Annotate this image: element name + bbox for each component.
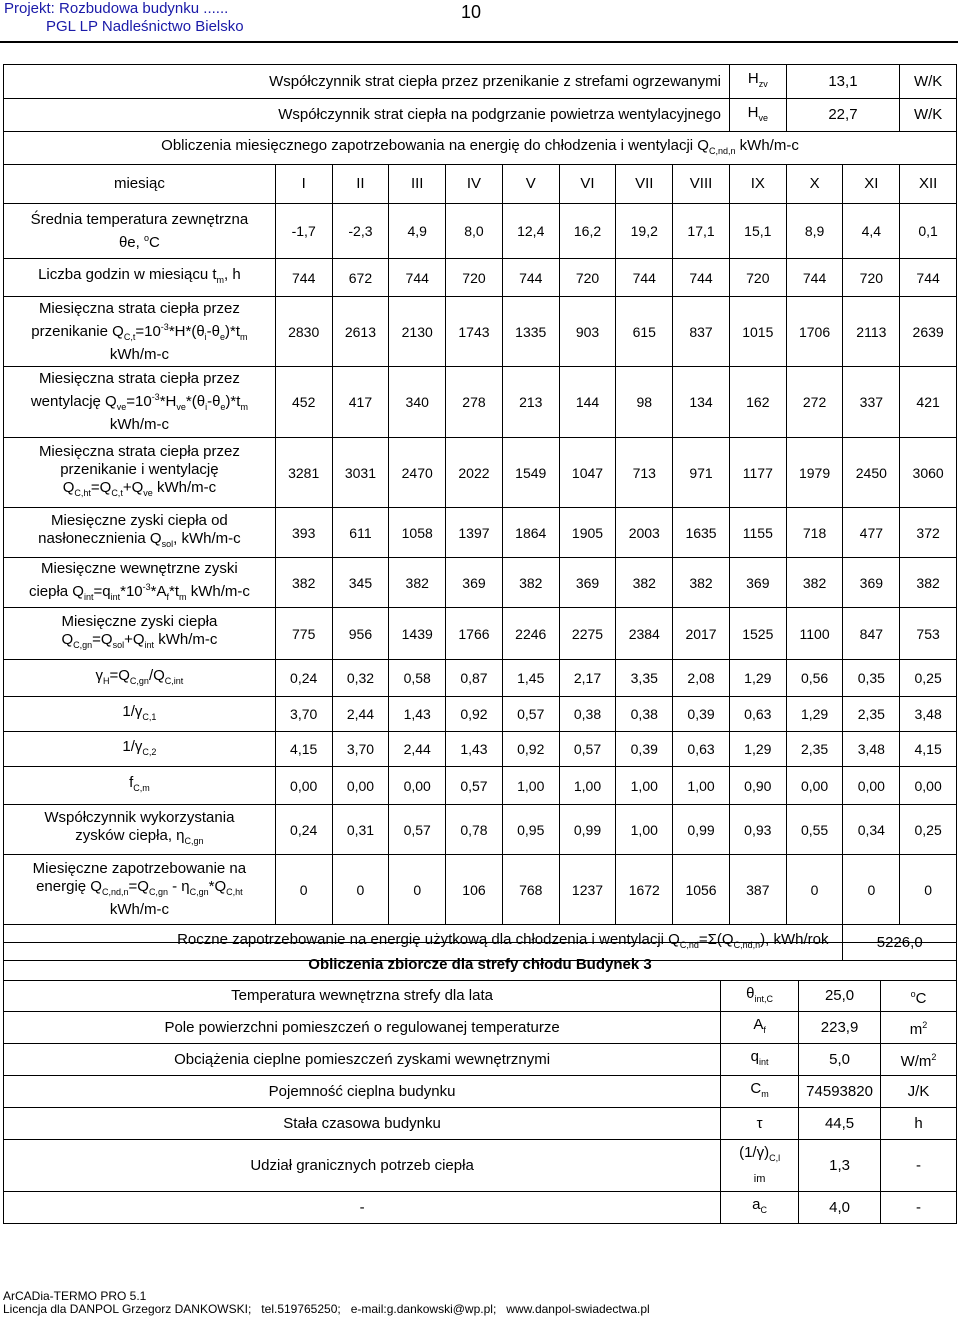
value-cell: 16,2 bbox=[559, 204, 616, 259]
data-row bbox=[4, 508, 957, 558]
summary-row bbox=[4, 1076, 957, 1108]
value-cell: 1397 bbox=[446, 508, 503, 558]
value-cell: 272 bbox=[786, 367, 843, 438]
month-cell: VII bbox=[616, 165, 673, 204]
value-cell: 0,38 bbox=[559, 697, 616, 732]
value-cell: 1,29 bbox=[729, 732, 786, 767]
coeff-symbol: $H_{zv}$ bbox=[729, 65, 786, 99]
value-cell: 2,17 bbox=[559, 660, 616, 697]
summary-unit: $^o$C bbox=[881, 981, 957, 1012]
value-cell: -1,7 bbox=[275, 204, 332, 259]
value-cell: 744 bbox=[786, 259, 843, 297]
value-cell: 12,4 bbox=[502, 204, 559, 259]
month-cell: I bbox=[275, 165, 332, 204]
value-cell: 278 bbox=[446, 367, 503, 438]
value-cell: 1672 bbox=[616, 855, 673, 925]
data-row bbox=[4, 297, 957, 367]
value-cell: 0,00 bbox=[389, 767, 446, 805]
summary-title-row bbox=[4, 943, 957, 981]
value-cell: 1056 bbox=[673, 855, 730, 925]
value-cell: 0,63 bbox=[673, 732, 730, 767]
data-row bbox=[4, 805, 957, 855]
value-cell: 1,00 bbox=[673, 767, 730, 805]
value-cell: 340 bbox=[389, 367, 446, 438]
annual-value: 5226,0 bbox=[843, 925, 957, 961]
row-label: Miesięczne zyski ciepła $Q_{C,gn}=Q_{sol}+Q_{int}$ kWh/m-c bbox=[4, 608, 276, 660]
annual-label: Roczne zapotrzebowanie na energię użytkową dla chłodzenia i wentylacji $Q_{C,nd}=\Sigma(Q_{C,nd,n})$, kWh/rok bbox=[4, 925, 843, 961]
value-cell: 720 bbox=[729, 259, 786, 297]
value-cell: 4,15 bbox=[275, 732, 332, 767]
month-cell: XII bbox=[900, 165, 957, 204]
value-cell: 720 bbox=[843, 259, 900, 297]
value-cell: 0 bbox=[786, 855, 843, 925]
value-cell: 1979 bbox=[786, 438, 843, 508]
value-cell: 0,35 bbox=[843, 660, 900, 697]
value-cell: 718 bbox=[786, 508, 843, 558]
value-cell: 0,38 bbox=[616, 697, 673, 732]
summary-value: 74593820 bbox=[799, 1076, 881, 1108]
summary-unit: - bbox=[881, 1192, 957, 1224]
value-cell: 337 bbox=[843, 367, 900, 438]
month-cell: IV bbox=[446, 165, 503, 204]
data-row bbox=[4, 767, 957, 805]
value-cell: 0,57 bbox=[389, 805, 446, 855]
value-cell: 1015 bbox=[729, 297, 786, 367]
value-cell: 0,57 bbox=[446, 767, 503, 805]
header-divider bbox=[0, 41, 958, 43]
value-cell: 8,9 bbox=[786, 204, 843, 259]
value-cell: 720 bbox=[559, 259, 616, 297]
value-cell: 8,0 bbox=[446, 204, 503, 259]
value-cell: 0,63 bbox=[729, 697, 786, 732]
value-cell: 1100 bbox=[786, 608, 843, 660]
value-cell: 615 bbox=[616, 297, 673, 367]
data-row bbox=[4, 732, 957, 767]
value-cell: 3,70 bbox=[332, 732, 389, 767]
value-cell: 393 bbox=[275, 508, 332, 558]
summary-label: Pole powierzchni pomieszczeń o regulowanej temperaturze bbox=[4, 1012, 721, 1044]
data-row bbox=[4, 697, 957, 732]
value-cell: 382 bbox=[786, 558, 843, 608]
value-cell: 162 bbox=[729, 367, 786, 438]
value-cell: 2,35 bbox=[843, 697, 900, 732]
value-cell: 3,48 bbox=[900, 697, 957, 732]
value-cell: 369 bbox=[729, 558, 786, 608]
value-cell: 0,87 bbox=[446, 660, 503, 697]
value-cell: 106 bbox=[446, 855, 503, 925]
footer-license: Licencja dla DANPOL Grzegorz DANKOWSKI; tel.519765250; e-mail:g.dankowski@wp.pl; www.danpol-swiadectwa.pl bbox=[3, 1302, 650, 1316]
value-cell: 1,45 bbox=[502, 660, 559, 697]
value-cell: 2275 bbox=[559, 608, 616, 660]
value-cell: 0,25 bbox=[900, 805, 957, 855]
row-label: Miesięczna strata ciepła przez przenikanie $Q_{C,t}=10^{-3}*H*(\theta_i-\theta_e)*t_m$ kWh/m-c bbox=[4, 297, 276, 367]
value-cell: 847 bbox=[843, 608, 900, 660]
value-cell: 0 bbox=[275, 855, 332, 925]
value-cell: 1864 bbox=[502, 508, 559, 558]
value-cell: 0,00 bbox=[843, 767, 900, 805]
summary-row bbox=[4, 1012, 957, 1044]
summary-value: 223,9 bbox=[799, 1012, 881, 1044]
value-cell: 0,93 bbox=[729, 805, 786, 855]
value-cell: 0,57 bbox=[502, 697, 559, 732]
data-row bbox=[4, 367, 957, 438]
value-cell: 2470 bbox=[389, 438, 446, 508]
row-label: Miesięczne wewnętrzne zyski ciepła $Q_{int}=q_{int}*10^{-3}*A_f*t_m$ kWh/m-c bbox=[4, 558, 276, 608]
value-cell: 2639 bbox=[900, 297, 957, 367]
summary-label: Pojemność cieplna budynku bbox=[4, 1076, 721, 1108]
row-label: $f_{C,m}$ bbox=[4, 767, 276, 805]
cooling-demand-table bbox=[3, 64, 957, 961]
data-row bbox=[4, 438, 957, 508]
row-label: Współczynnik wykorzystania zysków ciepła, $\eta_{C,gn}$ bbox=[4, 805, 276, 855]
value-cell: 768 bbox=[502, 855, 559, 925]
value-cell: 98 bbox=[616, 367, 673, 438]
summary-unit: - bbox=[881, 1140, 957, 1192]
value-cell: 744 bbox=[275, 259, 332, 297]
value-cell: 2830 bbox=[275, 297, 332, 367]
summary-symbol: $\theta_{int,C}$ bbox=[721, 981, 799, 1012]
value-cell: 0,24 bbox=[275, 805, 332, 855]
summary-value: 4,0 bbox=[799, 1192, 881, 1224]
value-cell: 2613 bbox=[332, 297, 389, 367]
value-cell: 0,34 bbox=[843, 805, 900, 855]
summary-label: Stała czasowa budynku bbox=[4, 1108, 721, 1140]
value-cell: 0,92 bbox=[446, 697, 503, 732]
summary-row bbox=[4, 1192, 957, 1224]
value-cell: 1,29 bbox=[786, 697, 843, 732]
summary-table bbox=[3, 942, 957, 1224]
summary-symbol: $q_{int}$ bbox=[721, 1044, 799, 1076]
value-cell: 1237 bbox=[559, 855, 616, 925]
row-label: Miesięczna strata ciepła przez przenikanie i wentylację $Q_{C,ht}=Q_{C,t}+Q_{ve}$ kWh/m-c bbox=[4, 438, 276, 508]
summary-row bbox=[4, 1140, 957, 1192]
value-cell: 0,58 bbox=[389, 660, 446, 697]
value-cell: 0,00 bbox=[332, 767, 389, 805]
summary-unit: $W/m^2$ bbox=[881, 1044, 957, 1076]
summary-value: 1,3 bbox=[799, 1140, 881, 1192]
value-cell: 2130 bbox=[389, 297, 446, 367]
summary-symbol: $a_C$ bbox=[721, 1192, 799, 1224]
value-cell: 2113 bbox=[843, 297, 900, 367]
row-label: $1/\gamma_{C,1}$ bbox=[4, 697, 276, 732]
value-cell: 144 bbox=[559, 367, 616, 438]
value-cell: 1706 bbox=[786, 297, 843, 367]
value-cell: 1525 bbox=[729, 608, 786, 660]
value-cell: 1743 bbox=[446, 297, 503, 367]
value-cell: 2,44 bbox=[389, 732, 446, 767]
month-cell: II bbox=[332, 165, 389, 204]
value-cell: 4,9 bbox=[389, 204, 446, 259]
value-cell: 2,35 bbox=[786, 732, 843, 767]
value-cell: 1439 bbox=[389, 608, 446, 660]
value-cell: 0,1 bbox=[900, 204, 957, 259]
row-label: Liczba godzin w miesiącu $t_m$, h bbox=[4, 259, 276, 297]
project-title: Projekt: Rozbudowa budynku ...... bbox=[4, 0, 229, 17]
row-label: Miesięczne zapotrzebowanie na energię $Q_{C,nd,n}=Q_{C,gn} - \eta_{C,gn}*Q_{C,ht}$ kWh/m-c bbox=[4, 855, 276, 925]
summary-value: 44,5 bbox=[799, 1108, 881, 1140]
value-cell: 744 bbox=[673, 259, 730, 297]
value-cell: 421 bbox=[900, 367, 957, 438]
coeff-label: Współczynnik strat ciepła przez przenikanie z strefami ogrzewanymi bbox=[4, 65, 730, 99]
summary-unit: h bbox=[881, 1108, 957, 1140]
row-label: $1/\gamma_{C,2}$ bbox=[4, 732, 276, 767]
row-label: Miesięczne zyski ciepła od nasłonecznienia $Q_{sol}$, kWh/m-c bbox=[4, 508, 276, 558]
summary-label: Temperatura wewnętrzna strefy dla lata bbox=[4, 981, 721, 1012]
value-cell: 2003 bbox=[616, 508, 673, 558]
value-cell: 382 bbox=[900, 558, 957, 608]
summary-title: Obliczenia zbiorcze dla strefy chłodu Budynek 3 bbox=[4, 943, 957, 981]
months-row bbox=[4, 165, 957, 204]
value-cell: 720 bbox=[446, 259, 503, 297]
summary-value: 5,0 bbox=[799, 1044, 881, 1076]
row-label: Miesięczna strata ciepła przez wentylację $Q_{ve}=10^{-3}*H_{ve}*(\theta_i-\theta_e)*t_m$ kWh/m-c bbox=[4, 367, 276, 438]
value-cell: 3031 bbox=[332, 438, 389, 508]
coeff-value: 13,1 bbox=[786, 65, 900, 99]
value-cell: 0,00 bbox=[275, 767, 332, 805]
data-row bbox=[4, 558, 957, 608]
value-cell: 477 bbox=[843, 508, 900, 558]
value-cell: 744 bbox=[502, 259, 559, 297]
value-cell: 382 bbox=[673, 558, 730, 608]
summary-unit: $m^2$ bbox=[881, 1012, 957, 1044]
value-cell: 0,99 bbox=[673, 805, 730, 855]
value-cell: 1177 bbox=[729, 438, 786, 508]
value-cell: 0 bbox=[900, 855, 957, 925]
summary-symbol: $A_f$ bbox=[721, 1012, 799, 1044]
value-cell: 1905 bbox=[559, 508, 616, 558]
value-cell: 1,00 bbox=[559, 767, 616, 805]
value-cell: 775 bbox=[275, 608, 332, 660]
value-cell: 744 bbox=[389, 259, 446, 297]
value-cell: 2384 bbox=[616, 608, 673, 660]
summary-label: Udział granicznych potrzeb ciepła bbox=[4, 1140, 721, 1192]
month-cell: X bbox=[786, 165, 843, 204]
value-cell: 0,57 bbox=[559, 732, 616, 767]
coeff-row bbox=[4, 99, 957, 132]
value-cell: 369 bbox=[446, 558, 503, 608]
value-cell: 0,78 bbox=[446, 805, 503, 855]
value-cell: 0 bbox=[843, 855, 900, 925]
value-cell: 971 bbox=[673, 438, 730, 508]
value-cell: 0,31 bbox=[332, 805, 389, 855]
value-cell: 382 bbox=[616, 558, 673, 608]
value-cell: 382 bbox=[502, 558, 559, 608]
value-cell: 1047 bbox=[559, 438, 616, 508]
value-cell: 1155 bbox=[729, 508, 786, 558]
client-name: PGL LP Nadleśnictwo Bielsko bbox=[46, 18, 244, 35]
row-label: Średnia temperatura zewnętrzna θe, $^o$C bbox=[4, 204, 276, 259]
value-cell: 0,39 bbox=[616, 732, 673, 767]
summary-row bbox=[4, 1108, 957, 1140]
summary-value: 25,0 bbox=[799, 981, 881, 1012]
value-cell: 4,4 bbox=[843, 204, 900, 259]
value-cell: 3,35 bbox=[616, 660, 673, 697]
data-row bbox=[4, 660, 957, 697]
value-cell: 1766 bbox=[446, 608, 503, 660]
summary-symbol: $(1/\gamma)_{C,l}$ im bbox=[721, 1140, 799, 1192]
coeff-label: Współczynnik strat ciepła na podgrzanie powietrza wentylacyjnego bbox=[4, 99, 730, 132]
value-cell: 0,39 bbox=[673, 697, 730, 732]
value-cell: 1,29 bbox=[729, 660, 786, 697]
value-cell: 0,55 bbox=[786, 805, 843, 855]
value-cell: 753 bbox=[900, 608, 957, 660]
value-cell: 213 bbox=[502, 367, 559, 438]
month-cell: VI bbox=[559, 165, 616, 204]
summary-symbol: τ bbox=[721, 1108, 799, 1140]
value-cell: 611 bbox=[332, 508, 389, 558]
value-cell: 0,00 bbox=[900, 767, 957, 805]
value-cell: 0,92 bbox=[502, 732, 559, 767]
value-cell: 0 bbox=[332, 855, 389, 925]
value-cell: 1,43 bbox=[389, 697, 446, 732]
value-cell: 19,2 bbox=[616, 204, 673, 259]
value-cell: 382 bbox=[389, 558, 446, 608]
value-cell: 2017 bbox=[673, 608, 730, 660]
value-cell: 956 bbox=[332, 608, 389, 660]
value-cell: 0,56 bbox=[786, 660, 843, 697]
data-row bbox=[4, 855, 957, 925]
value-cell: 2022 bbox=[446, 438, 503, 508]
value-cell: 2246 bbox=[502, 608, 559, 660]
summary-row bbox=[4, 1044, 957, 1076]
month-cell: XI bbox=[843, 165, 900, 204]
value-cell: 1,43 bbox=[446, 732, 503, 767]
value-cell: 0,32 bbox=[332, 660, 389, 697]
value-cell: 0,90 bbox=[729, 767, 786, 805]
value-cell: 744 bbox=[900, 259, 957, 297]
month-cell: VIII bbox=[673, 165, 730, 204]
value-cell: 382 bbox=[275, 558, 332, 608]
coeff-unit: W/K bbox=[900, 65, 957, 99]
value-cell: 0,00 bbox=[786, 767, 843, 805]
section-title-row bbox=[4, 132, 957, 165]
value-cell: 0,95 bbox=[502, 805, 559, 855]
summary-row bbox=[4, 981, 957, 1012]
value-cell: 1058 bbox=[389, 508, 446, 558]
value-cell: 0,25 bbox=[900, 660, 957, 697]
value-cell: -2,3 bbox=[332, 204, 389, 259]
summary-label: - bbox=[4, 1192, 721, 1224]
month-cell: V bbox=[502, 165, 559, 204]
page-number: 10 bbox=[461, 2, 482, 22]
value-cell: 134 bbox=[673, 367, 730, 438]
data-row bbox=[4, 204, 957, 259]
value-cell: 387 bbox=[729, 855, 786, 925]
summary-symbol: $C_m$ bbox=[721, 1076, 799, 1108]
month-cell: IX bbox=[729, 165, 786, 204]
value-cell: 15,1 bbox=[729, 204, 786, 259]
section-title: Obliczenia miesięcznego zapotrzebowania na energię do chłodzenia i wentylacji $Q_{C,nd,n}$ kWh/m-c bbox=[4, 132, 957, 165]
value-cell: 0,24 bbox=[275, 660, 332, 697]
value-cell: 1549 bbox=[502, 438, 559, 508]
value-cell: 3060 bbox=[900, 438, 957, 508]
value-cell: 1,00 bbox=[616, 805, 673, 855]
value-cell: 713 bbox=[616, 438, 673, 508]
value-cell: 837 bbox=[673, 297, 730, 367]
value-cell: 1635 bbox=[673, 508, 730, 558]
value-cell: 1,00 bbox=[502, 767, 559, 805]
value-cell: 0 bbox=[389, 855, 446, 925]
summary-unit: J/K bbox=[881, 1076, 957, 1108]
data-row bbox=[4, 259, 957, 297]
value-cell: 372 bbox=[900, 508, 957, 558]
month-cell: III bbox=[389, 165, 446, 204]
value-cell: 3,48 bbox=[843, 732, 900, 767]
row-label: $\gamma_H=Q_{C,gn}/Q_{C,int}$ bbox=[4, 660, 276, 697]
value-cell: 3,70 bbox=[275, 697, 332, 732]
coeff-row bbox=[4, 65, 957, 99]
value-cell: 1,00 bbox=[616, 767, 673, 805]
value-cell: 4,15 bbox=[900, 732, 957, 767]
coeff-unit: W/K bbox=[900, 99, 957, 132]
value-cell: 0,99 bbox=[559, 805, 616, 855]
value-cell: 17,1 bbox=[673, 204, 730, 259]
value-cell: 3281 bbox=[275, 438, 332, 508]
value-cell: 452 bbox=[275, 367, 332, 438]
value-cell: 2,08 bbox=[673, 660, 730, 697]
value-cell: 417 bbox=[332, 367, 389, 438]
value-cell: 345 bbox=[332, 558, 389, 608]
value-cell: 369 bbox=[559, 558, 616, 608]
value-cell: 369 bbox=[843, 558, 900, 608]
value-cell: 744 bbox=[616, 259, 673, 297]
summary-label: Obciążenia cieplne pomieszczeń zyskami wewnętrznymi bbox=[4, 1044, 721, 1076]
value-cell: 672 bbox=[332, 259, 389, 297]
value-cell: 1335 bbox=[502, 297, 559, 367]
value-cell: 2,44 bbox=[332, 697, 389, 732]
months-label: miesiąc bbox=[4, 165, 276, 204]
footer-software: ArCADia-TERMO PRO 5.1 bbox=[3, 1289, 147, 1303]
data-row bbox=[4, 608, 957, 660]
coeff-value: 22,7 bbox=[786, 99, 900, 132]
value-cell: 2450 bbox=[843, 438, 900, 508]
value-cell: 903 bbox=[559, 297, 616, 367]
coeff-symbol: $H_{ve}$ bbox=[729, 99, 786, 132]
